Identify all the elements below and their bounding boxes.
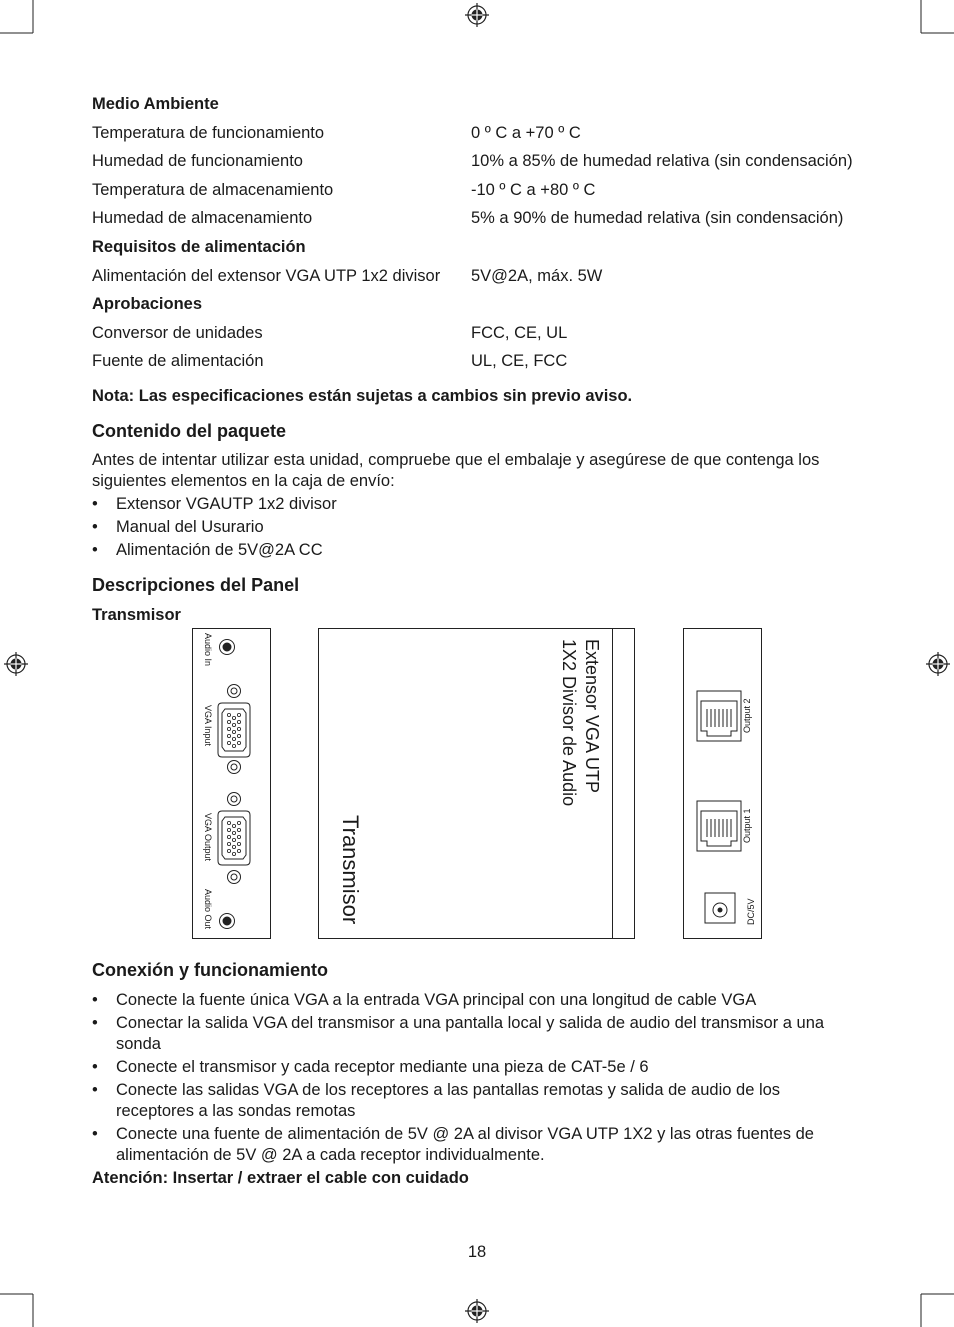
list-item: • Alimentación de 5V@2A CC <box>92 541 323 559</box>
bullet: • <box>92 518 98 536</box>
bullet: • <box>92 1125 98 1143</box>
power-label: Alimentación del extensor VGA UTP 1x2 divisor <box>92 267 441 285</box>
dc-label: DC/5V <box>746 898 756 925</box>
registration-mark-icon <box>4 652 28 676</box>
output1-label: Output 1 <box>742 808 752 843</box>
page-number: 18 <box>467 1243 487 1261</box>
bullet: • <box>92 495 98 513</box>
package-intro: Antes de intentar utilizar esta unidad, compruebe que el embalaje y asegúrese de que contenga los siguientes elementos en la caja de envío: <box>92 451 820 490</box>
conv-value: FCC, CE, UL <box>471 324 568 342</box>
bullet: • <box>92 991 98 1009</box>
psu-value: UL, CE, FCC <box>471 352 568 370</box>
bullet: • <box>92 1058 98 1076</box>
st-hum-label: Humedad de almacenamiento <box>92 209 313 227</box>
st-temp-value: -10 º C a +80 º C <box>471 181 596 199</box>
audio-in-label: Audio In <box>203 633 213 667</box>
connection-warning: Atención: Insertar / extraer el cable con cuidado <box>92 1169 469 1187</box>
list-item: • Conecte una fuente de alimentación de 5V @ 2A al divisor VGA UTP 1X2 y las otras fuentes de alimentación de 5V @ 2A a cada receptor individualmente. <box>92 1125 814 1164</box>
package-list <box>92 494 862 561</box>
list-item: • Conecte la fuente única VGA a la entrada VGA principal con una longitud de cable VGA <box>92 991 757 1009</box>
transmitter-front-panel <box>318 628 635 939</box>
audio-out-label: Audio Out <box>203 889 213 930</box>
env-heading: Medio Ambiente <box>92 95 219 113</box>
panel-divider <box>612 629 613 938</box>
op-hum-label: Humedad de funcionamiento <box>92 152 303 170</box>
list-item: • Extensor VGAUTP 1x2 divisor <box>92 495 337 513</box>
bullet: • <box>92 1081 98 1099</box>
transmitter-left-panel <box>192 628 271 939</box>
power-value: 5V@2A, máx. 5W <box>471 267 603 285</box>
list-item: • Conectar la salida VGA del transmisor a una pantalla local y salida de audio del transmisor a una sonda <box>92 1014 825 1053</box>
bullet: • <box>92 541 98 559</box>
op-temp-value: 0 º C a +70 º C <box>471 124 581 142</box>
connection-heading: Conexión y funcionamiento <box>92 960 329 980</box>
list-item: • Conecte el transmisor y cada receptor mediante una pieza de CAT-5e / 6 <box>92 1058 649 1076</box>
package-heading: Contenido del paquete <box>92 421 287 441</box>
list-item: • Manual del Usurario <box>92 518 264 536</box>
panel-subheading: Transmisor <box>92 606 181 624</box>
list-item: • Conecte las salidas VGA de los receptores a las pantallas remotas y salida de audio de los receptores a las sondas remotas <box>92 1081 781 1120</box>
psu-label: Fuente de alimentación <box>92 352 264 370</box>
panel-heading: Descripciones del Panel <box>92 575 300 595</box>
approvals-heading: Aprobaciones <box>92 295 203 313</box>
spec-note: Nota: Las especificaciones están sujetas a cambios sin previo aviso. <box>92 387 633 405</box>
transmitter-right-panel <box>683 628 762 939</box>
front-name: Transmisor <box>338 815 363 925</box>
vga-output-label: VGA Output <box>203 813 213 862</box>
front-title-line2: 1X2 Divisor de Audio <box>559 639 579 807</box>
op-temp-label: Temperatura de funcionamiento <box>92 124 325 142</box>
bullet: • <box>92 1014 98 1032</box>
connection-list <box>92 990 862 1166</box>
conv-label: Conversor de unidades <box>92 324 263 342</box>
registration-mark-icon <box>465 3 489 27</box>
registration-mark-icon <box>465 1299 489 1323</box>
rj45-drawing <box>684 629 763 940</box>
front-title-line1: Extensor VGA UTP <box>582 639 602 794</box>
power-heading: Requisitos de alimentación <box>92 238 306 256</box>
op-hum-value: 10% a 85% de humedad relativa (sin condensación) <box>471 152 853 170</box>
vga-input-label: VGA Input <box>203 705 213 747</box>
output2-label: Output 2 <box>742 698 752 733</box>
st-hum-value: 5% a 90% de humedad relativa (sin condensación) <box>471 209 844 227</box>
st-temp-label: Temperatura de almacenamiento <box>92 181 334 199</box>
registration-mark-icon <box>926 652 950 676</box>
